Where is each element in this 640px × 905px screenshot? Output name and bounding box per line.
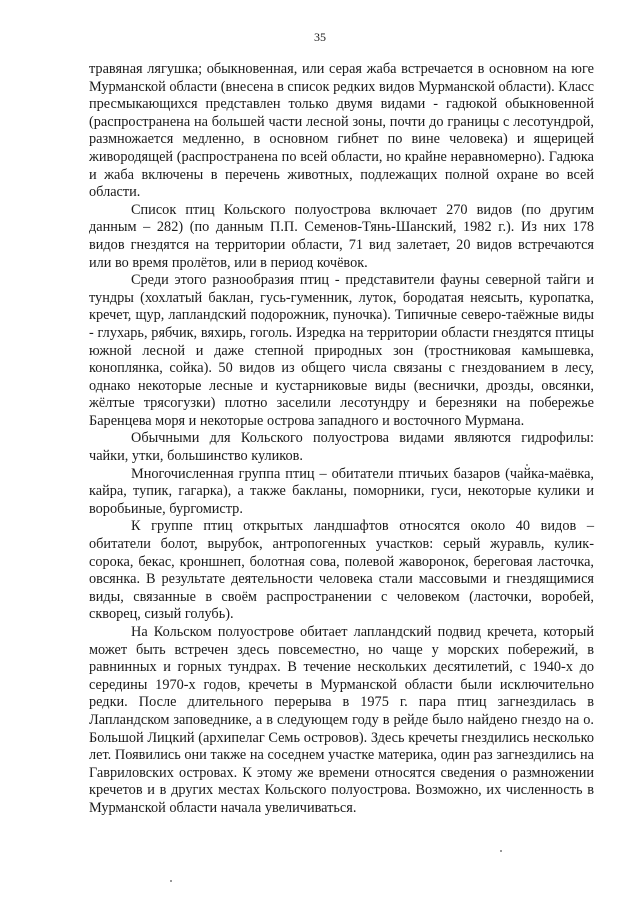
paragraph-bird-species-count: Список птиц Кольского полуострова включает 270 видов (по другим данным – 282) (по данным П.П. Семенов-Тянь-Шанский, 1982 г.). Из них 178 видов гнездятся на территории области, 71 вид залетает, 20 видов встречаются или во время пролётов, или в период кочёвок. <box>89 201 594 271</box>
paragraph-bird-colonies: Многочисленная группа птиц – обитатели птичьих базаров (чайка-маёвка, кайра, тупик, гагарка), а также бакланы, поморники, гуси, некоторые кулики и воробьиные, бургомистр. <box>89 465 594 517</box>
paragraph-amphibians-reptiles: травяная лягушка; обыкновенная, или серая жаба встречается в основном на юге Мурманской области (внесена в список редких видов Мурманской области). Класс пресмыкающихся представлен только двумя видами - гадюкой обыкновенной (распространена на большей части лесной зоны, почти до границы с лесотундрой, размножается медленно, в основном гибнет по вине человека) и ящерицей живородящей (распространена по всей области, но крайне неравномерно). Гадюка и жаба включены в перечень животных, подлежащих полной охране во всей области. <box>89 61 594 201</box>
scan-speck <box>170 880 172 882</box>
document-body <box>89 61 594 818</box>
scan-speck <box>526 464 528 466</box>
paragraph-gyrfalcon: На Кольском полуострове обитает лапландский подвид кречета, который может быть встречен здесь повсеместно, но чаще у морских побережий, в равнинных и горных тундрах. В течение нескольких десятилетий, с 1940-х до середины 1970-х годов, кречеты в Мурманской области были исключительно редки. После длительного перерыва в 1975 г. пара птиц загнездилась в Лапландском заповеднике, а в следующем году в рейде было найдено гнездо на о. Большой Лицкий (архипелаг Семь островов). Здесь кречеты гнездились несколько лет. Появились они также на соседнем участке материка, один раз загнездились на Гавриловских островах. К этому же времени относятся сведения о размножении кречетов и в других местах Кольского полуострова. Возможно, их численность в Мурманской области начала увеличиваться. <box>89 624 594 816</box>
scan-speck <box>500 850 502 852</box>
paragraph-bird-diversity: Среди этого разнообразия птиц - представители фауны северной тайги и тундры (хохлатый баклан, гусь-гуменник, луток, бородатая неясыть, куропатка, кречет, щур, лапландский подорожник, пуночка). Типичные северо-таёжные виды - глухарь, рябчик, вяхирь, гоголь. Изредка на территории области гнездятся птицы южной лесной и даже степной природных зон (тростниковая камышевка, коноплянка, сойка). 50 видов из общего числа связаны с гнездованием в лесу, однако некоторые лесные и кустарниковые виды (веснички, дрозды, овсянки, жёлтые трясогузки) плотно заселили лесотундру и березняки на побережье Баренцева моря и некоторые острова западного и восточного Мурмана. <box>89 272 594 429</box>
paragraph-open-landscape-birds: К группе птиц открытых ландшафтов относятся около 40 видов – обитатели болот, вырубок, антропогенных участков: серый журавль, кулик-сорока, бекас, кроншнеп, болотная сова, полевой жаворонок, береговая ласточка, овсянка. В результате деятельности человека стали массовыми и гнездящимися виды, связанные в своём распространении с человеком (ласточки, воробей, скворец, сизый голубь). <box>89 518 594 623</box>
page-number: 35 <box>314 30 326 44</box>
paragraph-hydrophiles: Обычными для Кольского полуострова видами являются гидрофилы: чайки, утки, большинство куликов. <box>89 430 594 465</box>
